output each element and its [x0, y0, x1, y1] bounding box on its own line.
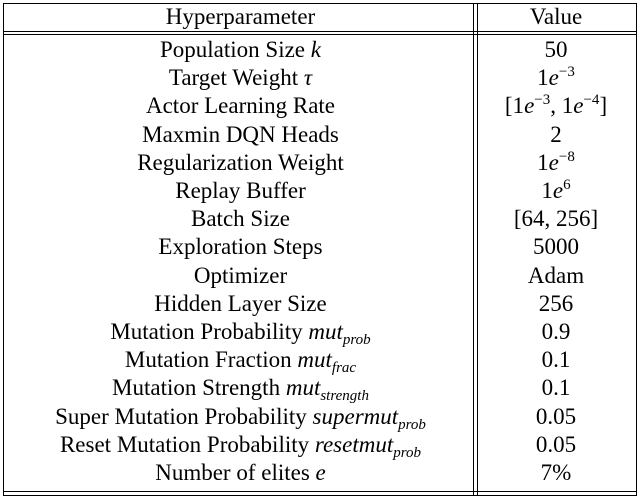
- table-row: [3, 92, 637, 120]
- param-cell: [9, 92, 472, 120]
- param-symbol: k: [310, 37, 321, 62]
- header-bottom-rule-1: [3, 31, 637, 32]
- param-subscript: prob: [398, 416, 426, 433]
- param-name: Optimizer: [193, 262, 288, 288]
- param-subscript: frac: [331, 360, 357, 377]
- param-cell: [9, 431, 472, 459]
- value-base: 1e: [537, 65, 559, 91]
- value-cell: [481, 459, 631, 487]
- value-text: 256: [538, 290, 574, 316]
- param-cell: [9, 36, 472, 64]
- param-name: Replay Buffer: [175, 178, 306, 203]
- param-cell: [9, 290, 472, 318]
- param-symbol: mut: [308, 319, 343, 344]
- value-cell: [481, 262, 631, 290]
- table-bottom-rule-2: [3, 495, 637, 496]
- param-name: Number of elites: [155, 460, 310, 485]
- param-cell: [9, 64, 472, 92]
- value-cell: [481, 205, 631, 233]
- value-text: 2: [550, 121, 562, 147]
- table-row: [3, 459, 637, 487]
- param-name: Regularization Weight: [137, 149, 344, 175]
- value-cell: [481, 121, 631, 149]
- param-symbol: e: [315, 460, 326, 485]
- value-cell: [481, 431, 631, 459]
- param-cell: [9, 403, 472, 431]
- value-text: 0.1: [541, 375, 571, 401]
- param-cell: [9, 318, 472, 346]
- table-row: [3, 233, 637, 261]
- param-name: Mutation Fraction: [124, 347, 292, 373]
- param-symbol: τ: [303, 65, 313, 91]
- param-symbol: supermut: [312, 403, 399, 429]
- value-cell: [481, 36, 631, 64]
- value-exponent: 6: [563, 177, 571, 193]
- param-cell: [9, 149, 472, 177]
- value-cell: [481, 403, 631, 431]
- value-text: 0.05: [535, 403, 577, 429]
- value-cell: [481, 177, 631, 205]
- value-cell: [481, 64, 631, 92]
- param-name: Batch Size: [191, 206, 290, 232]
- param-name: Actor Learning Rate: [145, 93, 336, 119]
- table-row: [3, 318, 637, 346]
- param-name: Reset Mutation Probability: [59, 431, 310, 457]
- param-symbol: mut: [297, 347, 332, 373]
- param-name: Super Mutation Probability: [55, 403, 307, 429]
- param-name: Maxmin DQN Heads: [142, 121, 339, 147]
- table-bottom-rule-1: [3, 491, 637, 492]
- hyperparameter-table: [3, 3, 637, 496]
- table-row: [3, 121, 637, 149]
- table-row: [3, 290, 637, 318]
- param-name: Exploration Steps: [158, 234, 323, 260]
- value-text: Adam: [527, 262, 585, 288]
- value-exponent: −8: [558, 148, 575, 165]
- table-row: [3, 346, 637, 377]
- param-cell: [9, 177, 472, 205]
- param-cell: [9, 346, 472, 377]
- param-name: Target Weight: [168, 65, 299, 91]
- value-cell: [481, 233, 631, 261]
- value-cell: [481, 149, 631, 177]
- value-text: [64, 256]: [513, 206, 599, 232]
- param-subscript: prob: [393, 444, 422, 461]
- value-cell: [481, 346, 631, 374]
- param-cell: [9, 121, 472, 149]
- param-subscript: strength: [320, 388, 369, 405]
- value-cell: [481, 374, 631, 402]
- table-row: [3, 64, 637, 92]
- param-name: Mutation Probability: [110, 319, 303, 344]
- table-header-row: [3, 3, 637, 31]
- value-text: 0.05: [535, 431, 577, 457]
- value-cell: [481, 318, 631, 346]
- param-name: Mutation Strength: [112, 375, 281, 401]
- table-row: [3, 403, 637, 431]
- param-subscript: prob: [342, 332, 371, 348]
- value-text: 0.9: [541, 319, 571, 344]
- param-cell: [9, 459, 472, 487]
- value-text: [$1e^{-3}$, $1e^{-4}$]: [504, 92, 608, 119]
- value-text: 0.1: [541, 347, 571, 373]
- param-symbol: mut: [285, 375, 321, 401]
- param-cell: [9, 262, 472, 290]
- value-text: 5000: [533, 234, 579, 260]
- table-row: [3, 36, 637, 64]
- value-exponent: −3: [558, 64, 575, 81]
- value-base: 1e: [537, 149, 559, 175]
- param-cell: [9, 374, 472, 405]
- value-cell: [481, 92, 631, 120]
- table-row: [3, 262, 637, 290]
- table-row: [3, 431, 637, 459]
- header-hyperparameter: Hyperparameter: [165, 4, 316, 29]
- param-symbol: resetmut: [314, 431, 394, 457]
- param-name: Hidden Layer Size: [154, 290, 327, 316]
- value-text: 50: [544, 37, 568, 62]
- param-name: Population Size: [160, 37, 306, 62]
- param-cell: [9, 205, 472, 233]
- table-row: [3, 177, 637, 205]
- header-bottom-rule-2: [3, 34, 637, 35]
- table-row: [3, 374, 637, 405]
- param-cell: [9, 233, 472, 261]
- table-row: [3, 149, 637, 177]
- value-cell: [481, 290, 631, 318]
- table-row: [3, 205, 637, 233]
- header-value: Value: [529, 4, 583, 29]
- value-base: 1e: [541, 178, 564, 203]
- value-text: 7%: [540, 460, 572, 485]
